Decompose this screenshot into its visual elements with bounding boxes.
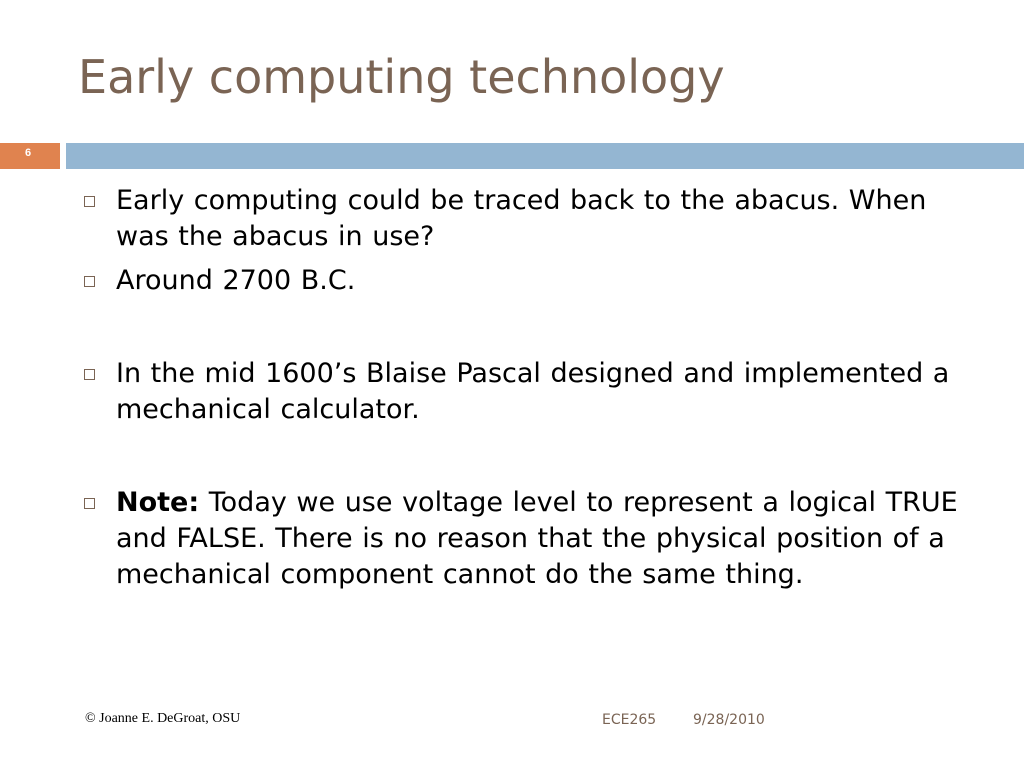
square-bullet-icon [84,196,95,207]
square-bullet-icon [84,369,95,380]
bullet-item-note [82,485,982,593]
note-label: Note: [116,487,200,518]
bullet-item-date [82,263,982,299]
bullet-item-abacus [82,183,982,255]
footer-copyright: © Joanne E. DeGroat, OSU [85,711,241,726]
title-rule-bar [66,143,1024,169]
bullet-text: Early computing could be traced back to the abacus. When was the abacus in use? [116,185,927,252]
bullet-text: In the mid 1600’s Blaise Pascal designed and implemented a mechanical calculator. [116,358,950,425]
bullet-list [82,183,982,593]
bullet-text: Around 2700 B.C. [116,265,356,296]
square-bullet-icon [84,498,95,509]
slide-number-badge [0,143,60,169]
square-bullet-icon [84,276,95,287]
slide-title: Early computing technology [78,50,725,104]
slide-number: 6 [25,147,32,159]
footer-date: 9/28/2010 [693,712,765,728]
footer-course: ECE265 [602,712,657,728]
bullet-text: Today we use voltage level to represent a logical TRUE and FALSE. There is no reason that the physical position of a mechanical component cannot do the same thing. [116,487,958,590]
bullet-item-pascal [82,356,982,428]
